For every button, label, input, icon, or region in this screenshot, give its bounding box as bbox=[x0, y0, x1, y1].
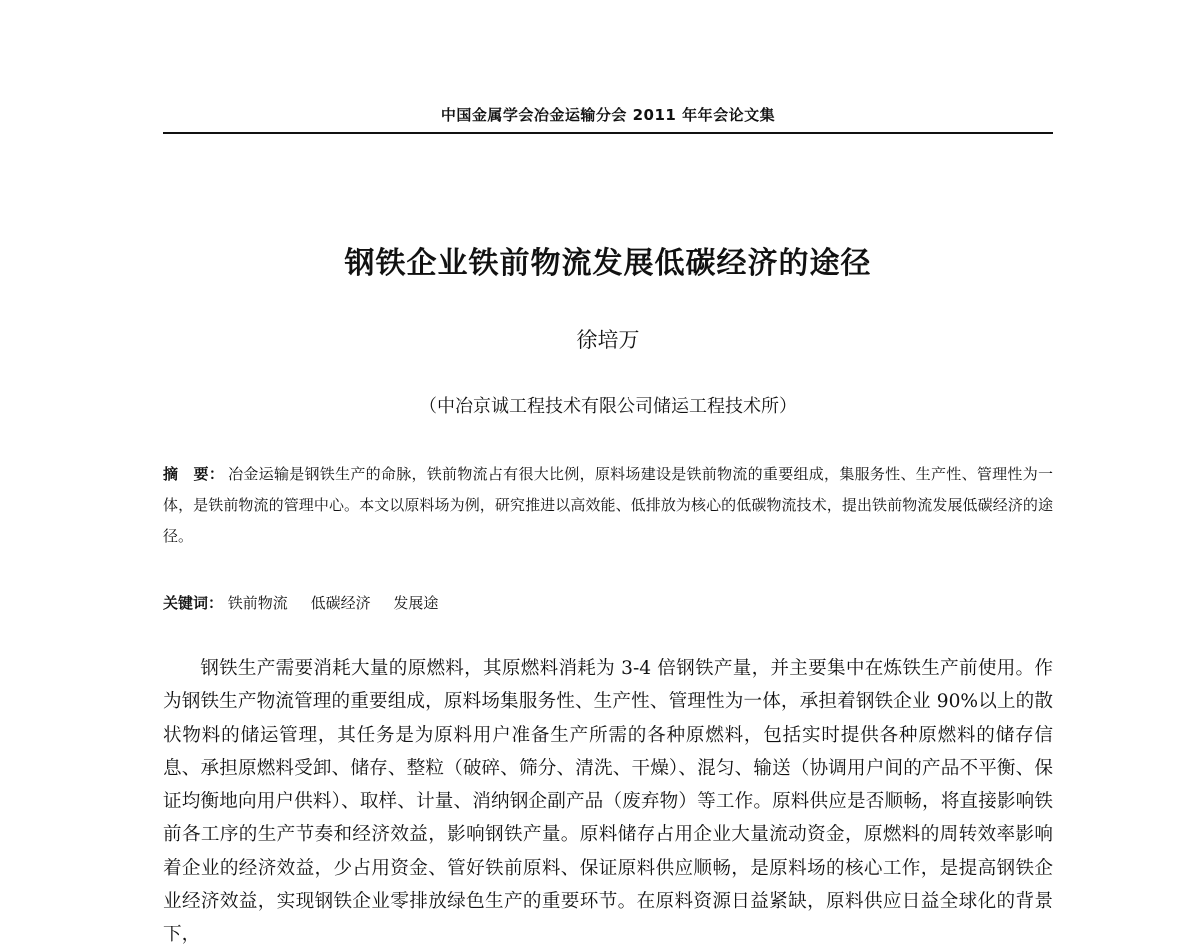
keyword: 铁前物流 bbox=[227, 594, 288, 612]
keywords-label: 关键词： bbox=[163, 594, 224, 612]
keyword: 发展途 bbox=[393, 594, 439, 612]
header-rule bbox=[163, 132, 1053, 134]
running-header: 中国金属学会冶金运输分会 2011 年年会论文集 bbox=[440, 106, 776, 124]
body-paragraph: 钢铁生产需要消耗大量的原燃料，其原燃料消耗为 3-4 倍钢铁产量，并主要集中在炼铁生产前使用。作为钢铁生产物流管理的重要组成，原料场集服务性、生产性、管理性为一体，承担着钢铁企业 90%以上的散状物料的储运管理，其任务是为原料用户准备生产所需的各种原燃料，包括实时提供各种原燃料的储存信息、承担原燃料受卸、储存、整粒（破碎、筛分、清洗、干燥）、混匀、输送（协调用户间的产品不平衡、保证均衡地向用户供料）、取样、计量、消纳钢企副产品（废弃物）等工作。原料供应是否顺畅，将直接影响铁前各工序的生产节奏和经济效益，影响钢铁产量。原料储存占用企业大量流动资金，原燃料的周转效率影响着企业的经济效益，少占用资金、管好铁前原料、保证原料供应顺畅，是原料场的核心工作，是提高钢铁企业经济效益，实现钢铁企业零排放绿色生产的重要环节。在原料资源日益紧缺，原料供应日益全球化的背景下， bbox=[163, 658, 1053, 946]
abstract-text: 冶金运输是钢铁生产的命脉，铁前物流占有很大比例，原料场建设是铁前物流的重要组成，集服务性、生产性、管理性为一体，是铁前物流的管理中心。本文以原料场为例，研究推进以高效能、低排放为核心的低碳物流技术，提出铁前物流发展低碳经济的途径。 bbox=[163, 465, 1053, 545]
paper-title: 钢铁企业铁前物流发展低碳经济的途径 bbox=[344, 246, 872, 281]
abstract-label: 摘 要： bbox=[163, 465, 225, 483]
keywords bbox=[163, 592, 1053, 613]
author-affiliation: （中冶京诚工程技术有限公司储运工程技术所） bbox=[419, 396, 797, 417]
keyword: 低碳经济 bbox=[310, 594, 371, 612]
author-name: 徐培万 bbox=[576, 328, 640, 352]
abstract bbox=[163, 459, 1053, 552]
